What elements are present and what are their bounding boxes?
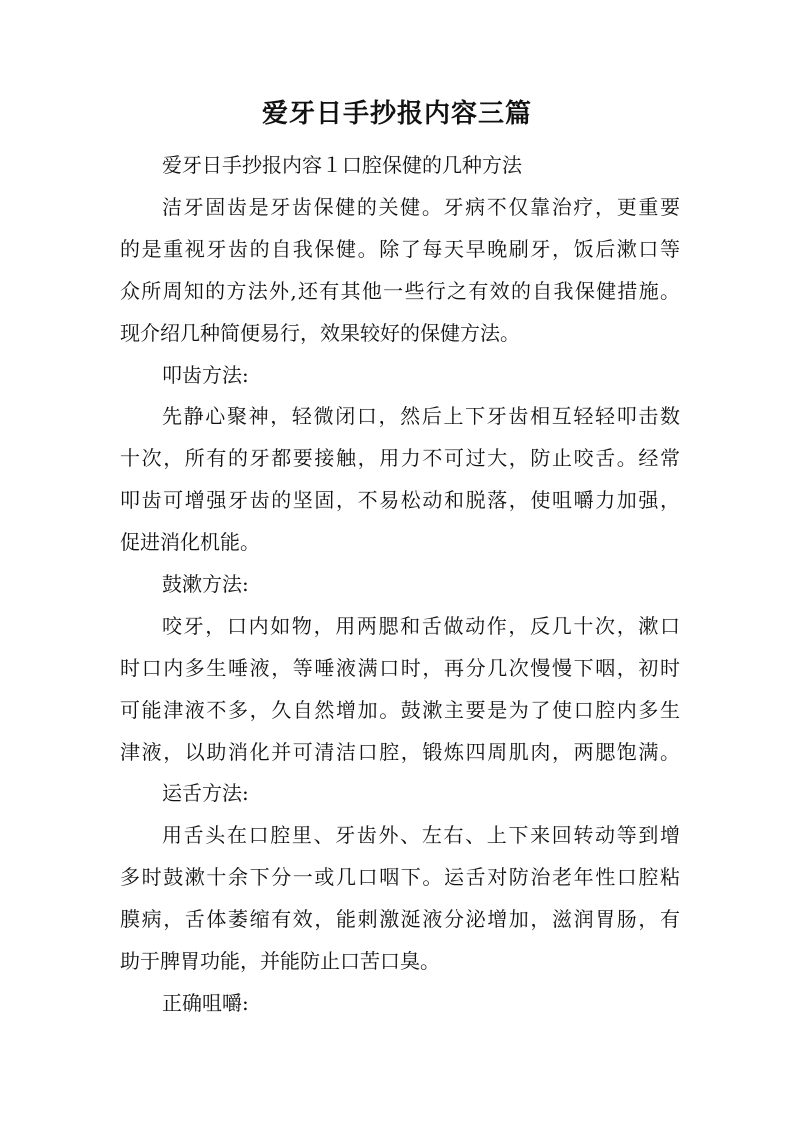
rinsing-line-2: 时口内多生唾液，等唾液满口时，再分几次慢慢下咽，初时	[120, 656, 680, 680]
tapping-line-4: 促进消化机能。	[120, 530, 260, 554]
intro-line-3: 众所周知的方法外,还有其他一些行之有效的自我保健措施。	[120, 279, 680, 303]
section-heading-rinsing: 鼓漱方法:	[162, 572, 249, 596]
rinsing-line-3: 可能津液不多，久自然增加。鼓漱主要是为了使口腔内多生	[120, 698, 680, 722]
intro-line-1: 洁牙固齿是牙齿保健的关健。牙病不仅靠治疗，更重要	[162, 195, 680, 219]
intro-line-2: 的是重视牙齿的自我保健。除了每天早晚刷牙，饭后漱口等	[120, 237, 680, 261]
section-heading-tapping: 叩齿方法:	[162, 363, 249, 387]
tongue-line-1: 用舌头在口腔里、牙齿外、左右、上下来回转动等到增	[162, 823, 680, 847]
section-heading-chewing: 正确咀嚼:	[162, 991, 249, 1015]
rinsing-line-1: 咬牙，口内如物，用两腮和舌做动作，反几十次，漱口	[162, 614, 680, 638]
tongue-line-3: 膜病，舌体萎缩有效，能刺激涎液分泌增加，滋润胃肠，有	[120, 907, 680, 931]
tongue-line-4: 助于脾胃功能，并能防止口苦口臭。	[120, 949, 440, 973]
document-title: 爱牙日手抄报内容三篇	[261, 99, 532, 129]
tapping-line-1: 先静心聚神，轻微闭口，然后上下牙齿相互轻轻叩击数	[162, 404, 680, 428]
tongue-line-2: 多时鼓漱十余下分一或几口咽下。运舌对防治老年性口腔粘	[120, 865, 680, 889]
tapping-line-3: 叩齿可增强牙齿的坚固，不易松动和脱落，使咀嚼力加强，	[120, 488, 680, 512]
document-subtitle: 爱牙日手抄报内容１口腔保健的几种方法	[162, 153, 522, 177]
section-heading-tongue: 运舌方法:	[162, 781, 249, 805]
tapping-line-2: 十次，所有的牙都要接触，用力不可过大，防止咬舌。经常	[120, 446, 680, 470]
rinsing-line-4: 津液，以助消化并可清洁口腔，锻炼四周肌肉，两腮饱满。	[120, 740, 680, 764]
intro-line-4: 现介绍几种简便易行，效果较好的保健方法。	[120, 321, 520, 345]
